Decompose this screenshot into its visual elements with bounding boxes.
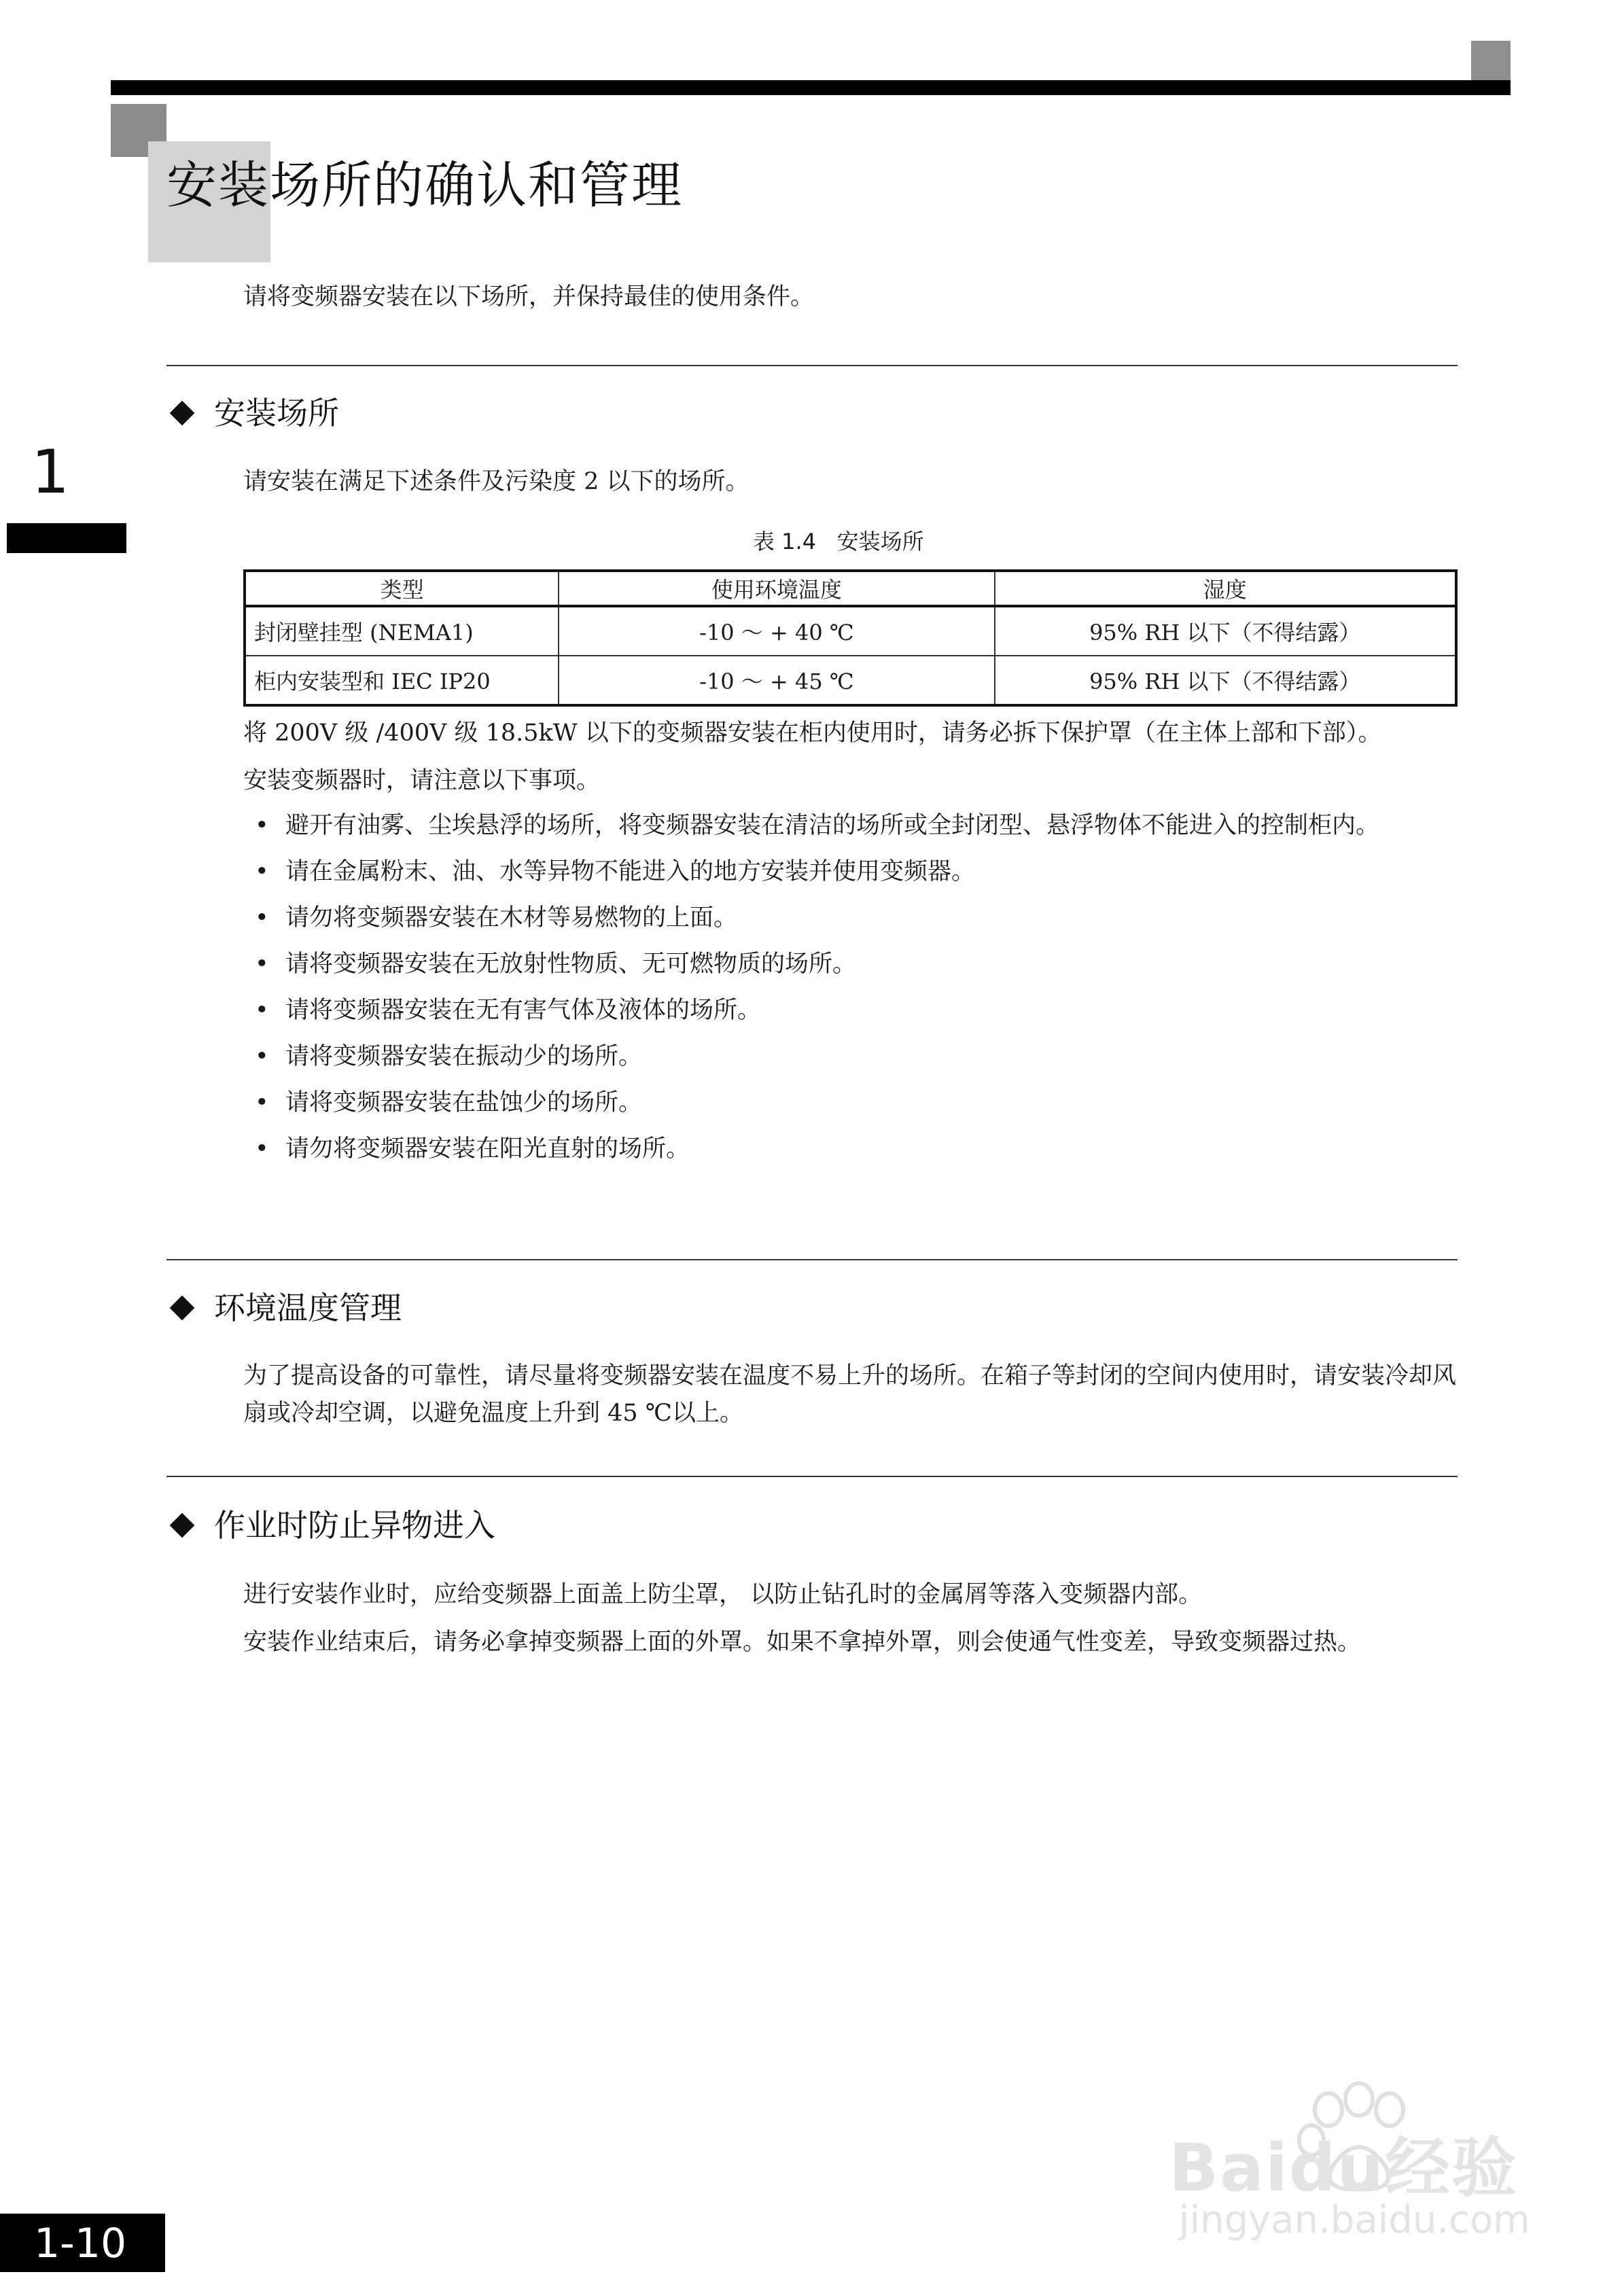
page-number: 1-10 — [34, 2220, 127, 2267]
section-heading-text: 作业时防止异物进入 — [214, 1507, 495, 1544]
table-caption: 表 1.4 安装场所 — [753, 529, 924, 554]
table-note: 将 200V 级 /400V 级 18.5kW 以下的变频器安装在柜内使用时，请务必拆下保护罩（在主体上部和下部）。 — [243, 720, 1382, 747]
precaution-list — [255, 807, 1458, 1177]
table-cell-humidity: 95% RH 以下（不得结露） — [995, 656, 1456, 705]
table-header-cell: 湿度 — [995, 571, 1456, 606]
watermark-logo: Baidu经验 — [1169, 2130, 1518, 2206]
section-heading-text: 环境温度管理 — [214, 1290, 402, 1326]
installation-site-table — [243, 569, 1458, 707]
list-item: • 请将变频器安装在盐蚀少的场所。 — [255, 1084, 1458, 1122]
diamond-bullet-icon — [170, 1512, 195, 1538]
list-item: • 请在金属粉末、油、水等异物不能进入的地方安装并使用变频器。 — [255, 853, 1458, 891]
attention-text: 安装变频器时，请注意以下事项。 — [243, 767, 601, 794]
diamond-bullet-icon — [170, 1295, 195, 1320]
diamond-bullet-icon — [170, 400, 195, 425]
list-item: • 请将变频器安装在无有害气体及液体的场所。 — [255, 992, 1458, 1029]
page-title: 安装场所的确认和管理 — [166, 156, 683, 215]
section-text: 安装作业结束后，请务必拿掉变频器上面的外罩。如果不拿掉外罩，则会使通气性变差，导致变频器过热。 — [243, 1629, 1362, 1656]
header-bar — [111, 80, 1511, 95]
chapter-number: 1 — [31, 437, 69, 507]
list-item: • 请将变频器安装在无放射性物质、无可燃物质的场所。 — [255, 946, 1458, 983]
intro-text: 请将变频器安装在以下场所，并保持最佳的使用条件。 — [243, 283, 815, 311]
section-heading-temperature — [166, 1284, 402, 1332]
header-corner-square — [1471, 41, 1511, 82]
section-heading-foreign-matter — [166, 1502, 495, 1549]
table-row — [245, 606, 1456, 656]
section-heading-text: 安装场所 — [214, 395, 339, 431]
section-divider — [166, 1259, 1458, 1260]
table-cell-temperature: -10 ～ + 40 ℃ — [559, 606, 994, 656]
list-item: • 请勿将变频器安装在阳光直射的场所。 — [255, 1131, 1458, 1168]
table-header-row — [245, 571, 1456, 606]
table-header-cell: 类型 — [245, 571, 559, 606]
list-item: • 请将变频器安装在振动少的场所。 — [255, 1038, 1458, 1076]
list-item: • 避开有油雾、尘埃悬浮的场所，将变频器安装在清洁的场所或全封闭型、悬浮物体不能进入的控制柜内。 — [255, 807, 1458, 845]
table-header-cell: 使用环境温度 — [559, 571, 994, 606]
table-cell-type: 柜内安装型和 IEC IP20 — [245, 656, 559, 705]
section-divider — [166, 1476, 1458, 1477]
section-divider — [166, 365, 1458, 366]
table-cell-humidity: 95% RH 以下（不得结露） — [995, 606, 1456, 656]
section-text: 进行安装作业时，应给变频器上面盖上防尘罩， 以防止钻孔时的金属屑等落入变频器内部。 — [243, 1581, 1203, 1608]
list-item: • 请勿将变频器安装在木材等易燃物的上面。 — [255, 900, 1458, 937]
watermark-url: jingyan.baidu.com — [1179, 2198, 1530, 2242]
table-cell-type: 封闭壁挂型 (NEMA1) — [245, 606, 559, 656]
section-text: 为了提高设备的可靠性，请尽量将变频器安装在温度不易上升的场所。在箱子等封闭的空间内使用时，请安装冷却风扇或冷却空调，以避免温度上升到 45 ℃以上。 — [243, 1362, 1457, 1427]
table-row — [245, 656, 1456, 705]
section-heading-installation-site — [166, 389, 339, 437]
section-text: 请安装在满足下述条件及污染度 2 以下的场所。 — [243, 468, 749, 495]
table-cell-temperature: -10 ～ + 45 ℃ — [559, 656, 994, 705]
chapter-tab-bar — [7, 523, 126, 553]
